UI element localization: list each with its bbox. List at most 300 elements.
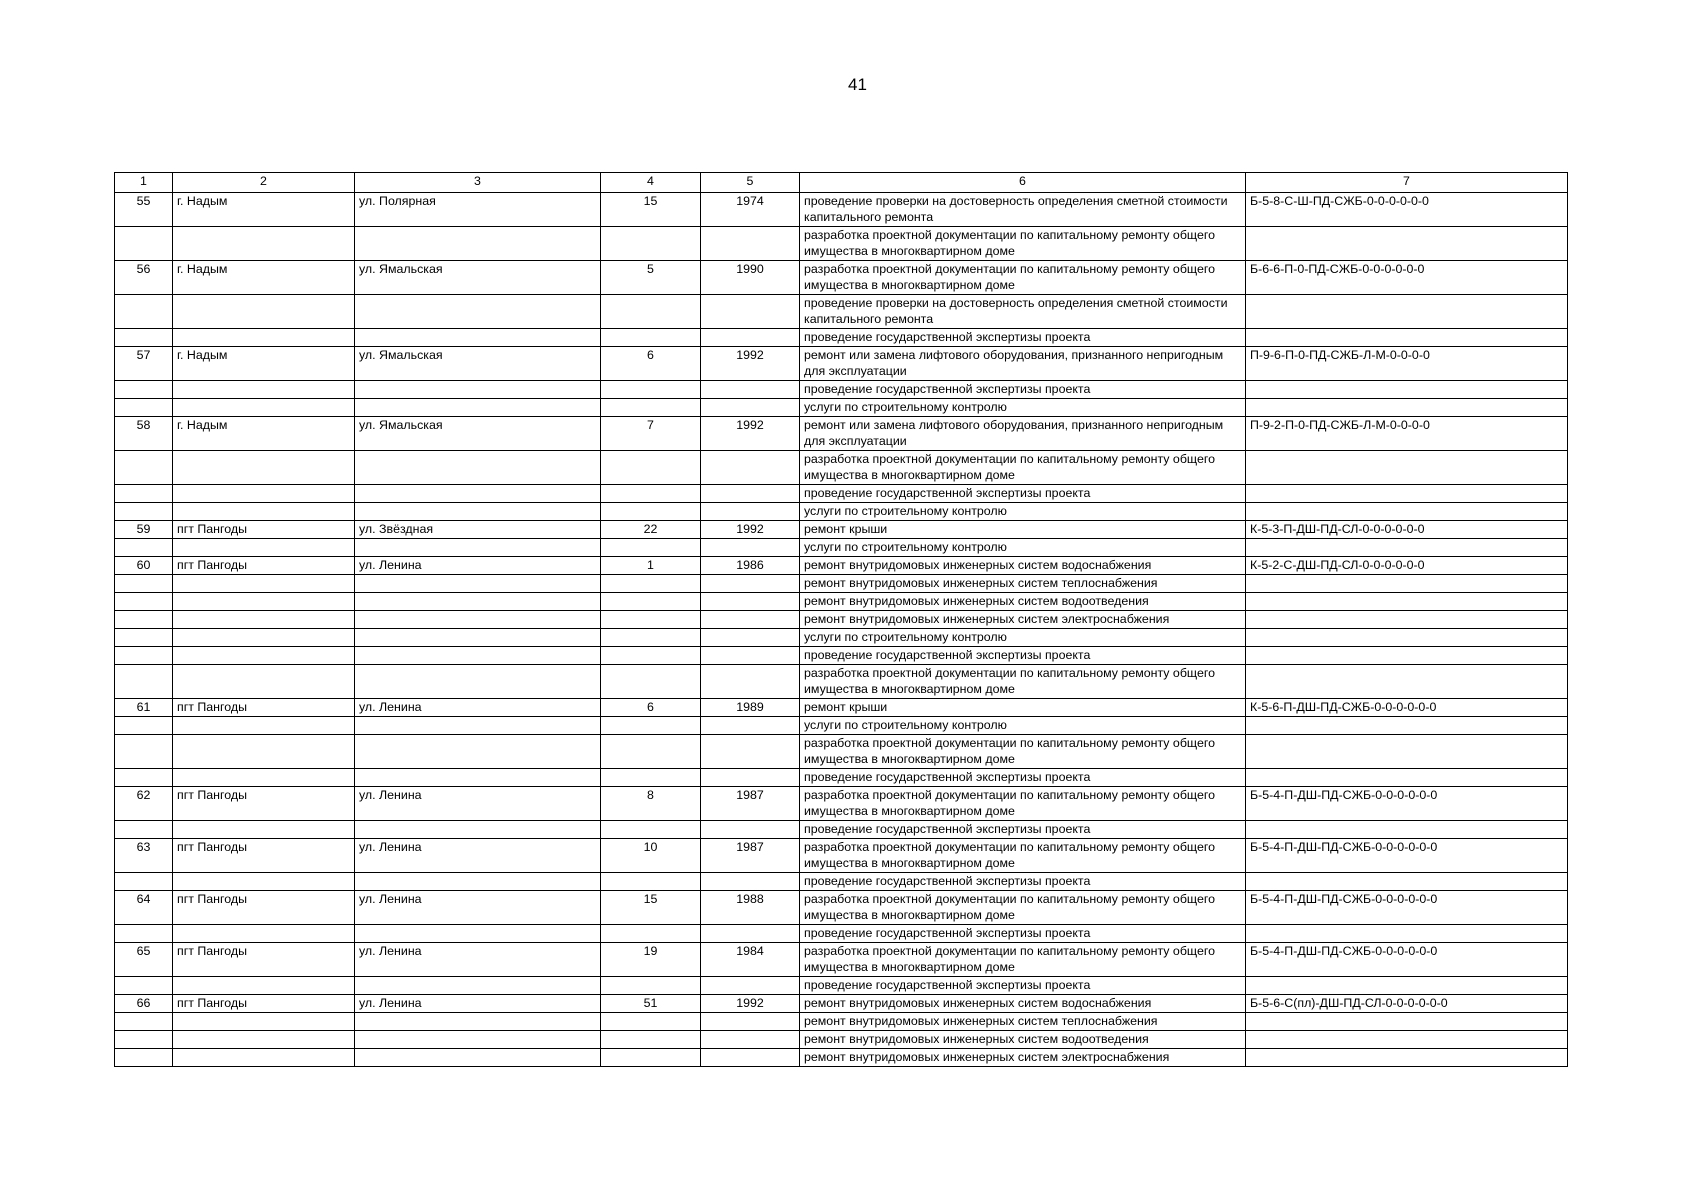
cell-house-code: [1246, 1049, 1568, 1067]
cell-row-number: [115, 717, 173, 735]
cell-row-number: 56: [115, 261, 173, 295]
cell-build-year: [701, 539, 800, 557]
cell-house-number: [601, 629, 701, 647]
cell-settlement: г. Надым: [173, 261, 355, 295]
cell-house-number: 15: [601, 891, 701, 925]
cell-build-year: [701, 1031, 800, 1049]
cell-row-number: 57: [115, 347, 173, 381]
cell-house-number: 6: [601, 347, 701, 381]
cell-build-year: 1986: [701, 557, 800, 575]
cell-work-type: разработка проектной документации по капитальному ремонту общего имущества в многоквартирном доме: [800, 735, 1246, 769]
cell-house-code: Б-5-4-П-ДШ-ПД-СЖБ-0-0-0-0-0-0: [1246, 943, 1568, 977]
cell-house-code: [1246, 873, 1568, 891]
cell-house-number: [601, 611, 701, 629]
cell-house-number: [601, 399, 701, 417]
cell-street: [355, 575, 601, 593]
cell-street: [355, 717, 601, 735]
cell-street: [355, 399, 601, 417]
cell-work-type: проведение государственной экспертизы проекта: [800, 485, 1246, 503]
cell-row-number: [115, 873, 173, 891]
cell-house-code: [1246, 925, 1568, 943]
cell-house-number: [601, 925, 701, 943]
cell-row-number: [115, 381, 173, 399]
cell-house-code: [1246, 1013, 1568, 1031]
cell-house-code: [1246, 611, 1568, 629]
cell-work-type: проведение проверки на достоверность определения сметной стоимости капитального ремонта: [800, 193, 1246, 227]
cell-build-year: [701, 977, 800, 995]
cell-settlement: [173, 503, 355, 521]
cell-row-number: [115, 977, 173, 995]
cell-settlement: пгт Пангоды: [173, 839, 355, 873]
cell-street: [355, 925, 601, 943]
table-row: [115, 503, 1568, 521]
cell-row-number: [115, 769, 173, 787]
cell-build-year: 1990: [701, 261, 800, 295]
cell-street: [355, 503, 601, 521]
cell-work-type: проведение государственной экспертизы проекта: [800, 329, 1246, 347]
cell-house-number: 15: [601, 193, 701, 227]
table-row: [115, 925, 1568, 943]
column-header-5: 5: [701, 173, 800, 193]
table-row: [115, 417, 1568, 451]
cell-build-year: [701, 1013, 800, 1031]
cell-house-code: Б-6-6-П-0-ПД-СЖБ-0-0-0-0-0-0: [1246, 261, 1568, 295]
cell-house-number: [601, 735, 701, 769]
cell-house-code: П-9-2-П-0-ПД-СЖБ-Л-М-0-0-0-0: [1246, 417, 1568, 451]
cell-settlement: г. Надым: [173, 193, 355, 227]
cell-house-number: [601, 873, 701, 891]
cell-house-number: 8: [601, 787, 701, 821]
table-row: [115, 1049, 1568, 1067]
cell-build-year: [701, 769, 800, 787]
cell-house-number: 22: [601, 521, 701, 539]
table-row: [115, 787, 1568, 821]
table-row: [115, 665, 1568, 699]
cell-street: ул. Звёздная: [355, 521, 601, 539]
cell-work-type: услуги по строительному контролю: [800, 629, 1246, 647]
cell-row-number: [115, 399, 173, 417]
page-number: 41: [848, 75, 867, 94]
cell-house-number: [601, 717, 701, 735]
cell-house-code: [1246, 665, 1568, 699]
table-row: [115, 329, 1568, 347]
cell-street: ул. Ямальская: [355, 261, 601, 295]
cell-work-type: разработка проектной документации по капитальному ремонту общего имущества в многоквартирном доме: [800, 787, 1246, 821]
cell-row-number: 62: [115, 787, 173, 821]
cell-house-code: К-5-2-С-ДШ-ПД-СЛ-0-0-0-0-0-0: [1246, 557, 1568, 575]
cell-house-number: 1: [601, 557, 701, 575]
cell-work-type: ремонт внутридомовых инженерных систем водоснабжения: [800, 995, 1246, 1013]
cell-street: [355, 647, 601, 665]
cell-street: [355, 873, 601, 891]
cell-row-number: [115, 451, 173, 485]
cell-street: ул. Ленина: [355, 839, 601, 873]
cell-work-type: ремонт внутридомовых инженерных систем теплоснабжения: [800, 575, 1246, 593]
cell-settlement: пгт Пангоды: [173, 699, 355, 717]
cell-house-code: П-9-6-П-0-ПД-СЖБ-Л-М-0-0-0-0: [1246, 347, 1568, 381]
cell-street: [355, 485, 601, 503]
cell-build-year: [701, 575, 800, 593]
cell-build-year: [701, 451, 800, 485]
cell-street: [355, 977, 601, 995]
cell-house-number: [601, 227, 701, 261]
cell-build-year: [701, 629, 800, 647]
cell-settlement: [173, 451, 355, 485]
cell-work-type: ремонт внутридомовых инженерных систем водоотведения: [800, 1031, 1246, 1049]
cell-work-type: ремонт крыши: [800, 699, 1246, 717]
cell-row-number: 66: [115, 995, 173, 1013]
cell-house-number: [601, 593, 701, 611]
cell-build-year: 1987: [701, 787, 800, 821]
table-row: [115, 977, 1568, 995]
cell-work-type: проведение проверки на достоверность определения сметной стоимости капитального ремонта: [800, 295, 1246, 329]
cell-settlement: пгт Пангоды: [173, 787, 355, 821]
cell-settlement: [173, 611, 355, 629]
cell-work-type: ремонт или замена лифтового оборудования, признанного непригодным для эксплуатации: [800, 417, 1246, 451]
cell-work-type: проведение государственной экспертизы проекта: [800, 821, 1246, 839]
cell-build-year: [701, 399, 800, 417]
table-row: [115, 399, 1568, 417]
cell-work-type: ремонт внутридомовых инженерных систем электроснабжения: [800, 1049, 1246, 1067]
cell-row-number: [115, 647, 173, 665]
cell-row-number: [115, 1031, 173, 1049]
cell-settlement: [173, 539, 355, 557]
cell-work-type: ремонт внутридомовых инженерных систем теплоснабжения: [800, 1013, 1246, 1031]
cell-house-code: [1246, 977, 1568, 995]
table-row: [115, 647, 1568, 665]
cell-build-year: 1988: [701, 891, 800, 925]
cell-settlement: [173, 227, 355, 261]
table-row: [115, 717, 1568, 735]
cell-settlement: пгт Пангоды: [173, 891, 355, 925]
cell-build-year: [701, 1049, 800, 1067]
cell-work-type: услуги по строительному контролю: [800, 399, 1246, 417]
cell-work-type: ремонт или замена лифтового оборудования, признанного непригодным для эксплуатации: [800, 347, 1246, 381]
cell-street: ул. Ямальская: [355, 417, 601, 451]
cell-work-type: ремонт внутридомовых инженерных систем водоотведения: [800, 593, 1246, 611]
cell-settlement: [173, 769, 355, 787]
table-row: [115, 521, 1568, 539]
table-row: [115, 1013, 1568, 1031]
table-header-row: [115, 173, 1568, 193]
table-row: [115, 769, 1568, 787]
column-header-6: 6: [800, 173, 1246, 193]
cell-work-type: ремонт крыши: [800, 521, 1246, 539]
cell-house-number: [601, 821, 701, 839]
cell-street: [355, 593, 601, 611]
cell-build-year: [701, 381, 800, 399]
table-row: [115, 261, 1568, 295]
cell-settlement: [173, 1031, 355, 1049]
cell-build-year: [701, 611, 800, 629]
cell-street: [355, 329, 601, 347]
column-header-4: 4: [601, 173, 701, 193]
cell-build-year: 1989: [701, 699, 800, 717]
table-row: [115, 593, 1568, 611]
cell-row-number: [115, 665, 173, 699]
cell-house-code: [1246, 381, 1568, 399]
column-header-3: 3: [355, 173, 601, 193]
cell-work-type: услуги по строительному контролю: [800, 503, 1246, 521]
cell-house-code: [1246, 503, 1568, 521]
table-row: [115, 943, 1568, 977]
cell-house-code: [1246, 769, 1568, 787]
cell-house-number: 51: [601, 995, 701, 1013]
cell-settlement: [173, 629, 355, 647]
cell-house-number: [601, 977, 701, 995]
column-header-1: 1: [115, 173, 173, 193]
table-row: [115, 1031, 1568, 1049]
cell-house-code: К-5-6-П-ДШ-ПД-СЖБ-0-0-0-0-0-0: [1246, 699, 1568, 717]
cell-house-code: Б-5-6-С(пл)-ДШ-ПД-СЛ-0-0-0-0-0-0: [1246, 995, 1568, 1013]
table-row: [115, 629, 1568, 647]
cell-house-number: [601, 295, 701, 329]
cell-house-number: [601, 1031, 701, 1049]
cell-house-code: [1246, 593, 1568, 611]
cell-settlement: [173, 1013, 355, 1031]
cell-build-year: [701, 665, 800, 699]
cell-build-year: [701, 227, 800, 261]
cell-build-year: [701, 593, 800, 611]
cell-row-number: [115, 1013, 173, 1031]
cell-house-code: [1246, 485, 1568, 503]
cell-work-type: разработка проектной документации по капитальному ремонту общего имущества в многоквартирном доме: [800, 227, 1246, 261]
cell-house-code: [1246, 735, 1568, 769]
cell-row-number: [115, 821, 173, 839]
cell-row-number: [115, 329, 173, 347]
cell-build-year: 1992: [701, 417, 800, 451]
cell-house-code: [1246, 295, 1568, 329]
cell-street: ул. Ленина: [355, 787, 601, 821]
cell-house-code: [1246, 227, 1568, 261]
cell-house-number: [601, 451, 701, 485]
cell-settlement: [173, 329, 355, 347]
cell-build-year: 1992: [701, 995, 800, 1013]
cell-row-number: 60: [115, 557, 173, 575]
table-row: [115, 873, 1568, 891]
cell-settlement: [173, 977, 355, 995]
cell-street: [355, 451, 601, 485]
cell-house-number: [601, 503, 701, 521]
cell-row-number: [115, 629, 173, 647]
cell-house-number: [601, 1049, 701, 1067]
cell-settlement: [173, 647, 355, 665]
table-row: [115, 539, 1568, 557]
table-row: [115, 735, 1568, 769]
cell-row-number: [115, 485, 173, 503]
cell-house-code: Б-5-8-С-Ш-ПД-СЖБ-0-0-0-0-0-0: [1246, 193, 1568, 227]
cell-street: [355, 381, 601, 399]
cell-house-code: [1246, 717, 1568, 735]
cell-row-number: 59: [115, 521, 173, 539]
cell-build-year: [701, 925, 800, 943]
cell-work-type: разработка проектной документации по капитальному ремонту общего имущества в многоквартирном доме: [800, 451, 1246, 485]
cell-settlement: [173, 735, 355, 769]
cell-settlement: [173, 665, 355, 699]
cell-street: [355, 629, 601, 647]
table-row: [115, 347, 1568, 381]
cell-street: [355, 735, 601, 769]
cell-street: ул. Полярная: [355, 193, 601, 227]
table-row: [115, 485, 1568, 503]
cell-row-number: 64: [115, 891, 173, 925]
cell-settlement: г. Надым: [173, 347, 355, 381]
cell-settlement: пгт Пангоды: [173, 943, 355, 977]
cell-house-number: [601, 665, 701, 699]
cell-house-code: [1246, 821, 1568, 839]
cell-house-number: [601, 381, 701, 399]
cell-row-number: 65: [115, 943, 173, 977]
cell-settlement: пгт Пангоды: [173, 521, 355, 539]
cell-build-year: [701, 821, 800, 839]
cell-row-number: [115, 295, 173, 329]
cell-work-type: проведение государственной экспертизы проекта: [800, 977, 1246, 995]
cell-work-type: услуги по строительному контролю: [800, 539, 1246, 557]
cell-build-year: [701, 717, 800, 735]
cell-work-type: разработка проектной документации по капитальному ремонту общего имущества в многоквартирном доме: [800, 891, 1246, 925]
table-row: [115, 381, 1568, 399]
cell-street: [355, 1049, 601, 1067]
cell-build-year: [701, 295, 800, 329]
cell-build-year: [701, 329, 800, 347]
cell-house-number: [601, 1013, 701, 1031]
cell-work-type: разработка проектной документации по капитальному ремонту общего имущества в многоквартирном доме: [800, 665, 1246, 699]
cell-house-code: [1246, 647, 1568, 665]
cell-row-number: [115, 925, 173, 943]
cell-work-type: разработка проектной документации по капитальному ремонту общего имущества в многоквартирном доме: [800, 261, 1246, 295]
cell-street: [355, 1031, 601, 1049]
column-header-2: 2: [173, 173, 355, 193]
cell-work-type: проведение государственной экспертизы проекта: [800, 647, 1246, 665]
cell-row-number: [115, 735, 173, 769]
table-row: [115, 557, 1568, 575]
cell-house-code: Б-5-4-П-ДШ-ПД-СЖБ-0-0-0-0-0-0: [1246, 891, 1568, 925]
cell-house-code: [1246, 451, 1568, 485]
cell-build-year: [701, 503, 800, 521]
cell-build-year: 1974: [701, 193, 800, 227]
cell-street: [355, 295, 601, 329]
cell-house-number: 6: [601, 699, 701, 717]
cell-settlement: [173, 295, 355, 329]
table-row: [115, 193, 1568, 227]
table-row: [115, 699, 1568, 717]
cell-settlement: [173, 925, 355, 943]
table-body: [115, 193, 1568, 1067]
cell-street: ул. Ямальская: [355, 347, 601, 381]
cell-street: ул. Ленина: [355, 995, 601, 1013]
table-row: [115, 995, 1568, 1013]
cell-build-year: 1992: [701, 347, 800, 381]
cell-row-number: 63: [115, 839, 173, 873]
cell-street: ул. Ленина: [355, 557, 601, 575]
cell-work-type: разработка проектной документации по капитальному ремонту общего имущества в многоквартирном доме: [800, 839, 1246, 873]
cell-row-number: [115, 575, 173, 593]
cell-house-code: Б-5-4-П-ДШ-ПД-СЖБ-0-0-0-0-0-0: [1246, 839, 1568, 873]
cell-street: [355, 539, 601, 557]
cell-build-year: [701, 485, 800, 503]
cell-settlement: г. Надым: [173, 417, 355, 451]
cell-house-number: [601, 647, 701, 665]
cell-work-type: услуги по строительному контролю: [800, 717, 1246, 735]
cell-settlement: [173, 381, 355, 399]
cell-work-type: ремонт внутридомовых инженерных систем электроснабжения: [800, 611, 1246, 629]
cell-settlement: [173, 485, 355, 503]
cell-row-number: [115, 539, 173, 557]
cell-house-number: [601, 539, 701, 557]
cell-work-type: проведение государственной экспертизы проекта: [800, 873, 1246, 891]
cell-build-year: 1984: [701, 943, 800, 977]
cell-settlement: пгт Пангоды: [173, 995, 355, 1013]
cell-row-number: [115, 1049, 173, 1067]
cell-settlement: [173, 575, 355, 593]
table-row: [115, 295, 1568, 329]
table-row: [115, 451, 1568, 485]
cell-row-number: 58: [115, 417, 173, 451]
cell-house-code: [1246, 629, 1568, 647]
cell-row-number: [115, 593, 173, 611]
table-row: [115, 839, 1568, 873]
table-row: [115, 891, 1568, 925]
cell-house-number: 10: [601, 839, 701, 873]
cell-house-number: 7: [601, 417, 701, 451]
cell-build-year: [701, 735, 800, 769]
cell-house-code: [1246, 329, 1568, 347]
cell-settlement: [173, 1049, 355, 1067]
table-row: [115, 575, 1568, 593]
cell-build-year: 1992: [701, 521, 800, 539]
cell-settlement: [173, 821, 355, 839]
cell-street: ул. Ленина: [355, 699, 601, 717]
cell-settlement: [173, 399, 355, 417]
cell-street: [355, 611, 601, 629]
cell-settlement: [173, 593, 355, 611]
cell-street: [355, 769, 601, 787]
cell-street: [355, 665, 601, 699]
cell-settlement: пгт Пангоды: [173, 557, 355, 575]
cell-settlement: [173, 717, 355, 735]
cell-row-number: [115, 503, 173, 521]
cell-house-code: [1246, 539, 1568, 557]
cell-house-code: [1246, 1031, 1568, 1049]
table-row: [115, 611, 1568, 629]
cell-street: ул. Ленина: [355, 943, 601, 977]
cell-settlement: [173, 873, 355, 891]
capital-repair-table: [114, 172, 1568, 1067]
cell-work-type: ремонт внутридомовых инженерных систем водоснабжения: [800, 557, 1246, 575]
cell-house-number: [601, 575, 701, 593]
cell-house-code: [1246, 399, 1568, 417]
cell-house-code: Б-5-4-П-ДШ-ПД-СЖБ-0-0-0-0-0-0: [1246, 787, 1568, 821]
cell-row-number: [115, 227, 173, 261]
cell-house-code: [1246, 575, 1568, 593]
cell-work-type: проведение государственной экспертизы проекта: [800, 769, 1246, 787]
cell-build-year: 1987: [701, 839, 800, 873]
cell-row-number: 55: [115, 193, 173, 227]
cell-street: ул. Ленина: [355, 891, 601, 925]
cell-work-type: проведение государственной экспертизы проекта: [800, 925, 1246, 943]
cell-work-type: разработка проектной документации по капитальному ремонту общего имущества в многоквартирном доме: [800, 943, 1246, 977]
cell-house-number: [601, 329, 701, 347]
cell-house-number: 5: [601, 261, 701, 295]
cell-house-code: К-5-3-П-ДШ-ПД-СЛ-0-0-0-0-0-0: [1246, 521, 1568, 539]
cell-row-number: 61: [115, 699, 173, 717]
column-header-7: 7: [1246, 173, 1568, 193]
cell-build-year: [701, 873, 800, 891]
cell-build-year: [701, 647, 800, 665]
cell-house-number: [601, 485, 701, 503]
cell-row-number: [115, 611, 173, 629]
cell-work-type: проведение государственной экспертизы проекта: [800, 381, 1246, 399]
